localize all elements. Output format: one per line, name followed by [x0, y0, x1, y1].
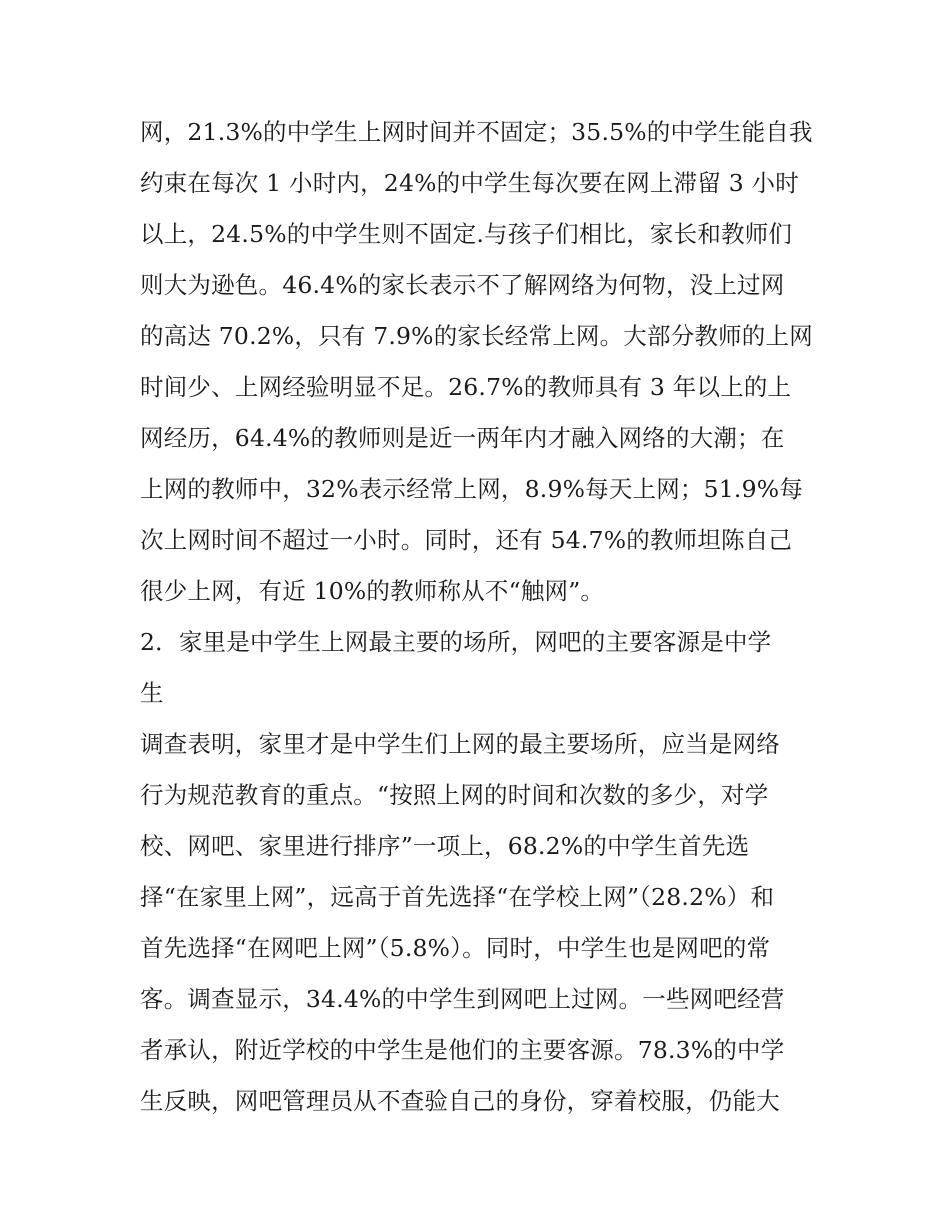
document-body — [140, 107, 820, 1127]
text-line: 行为规范教育的重点。“按照上网的时间和次数的多少，对学 — [140, 781, 769, 809]
text-line: 调查表明，家里才是中学生们上网的最主要场所，应当是网络 — [140, 730, 780, 758]
text-line: 客。调查显示，34.4%的中学生到网吧上过网。一些网吧经营 — [140, 985, 785, 1013]
text-line: 者承认，附近学校的中学生是他们的主要客源。78.3%的中学 — [140, 1036, 785, 1064]
text-line: 则大为逊色。46.4%的家长表示不了解网络为何物，没上过网 — [140, 271, 785, 299]
text-line: 生反映，网吧管理员从不查验自己的身份，穿着校服，仍能大 — [140, 1087, 780, 1115]
text-line: 校、网吧、家里进行排序”一项上，68.2%的中学生首先选 — [140, 832, 750, 860]
text-line: 以上，24.5%的中学生则不固定.与孩子们相比，家长和教师们 — [140, 220, 793, 248]
text-line: 网，21.3%的中学生上网时间并不固定；35.5%的中学生能自我 — [140, 118, 813, 146]
text-line: 时间少、上网经验明显不足。26.7%的教师具有 3 年以上的上 — [140, 373, 792, 401]
text-line: 网经历，64.4%的教师则是近一两年内才融入网络的大潮；在 — [140, 424, 785, 452]
text-line: 首先选择“在网吧上网”（5.8%）。同时，中学生也是网吧的常 — [140, 934, 771, 962]
section-heading-line: 2．家里是中学生上网最主要的场所，网吧的主要客源是中学 — [140, 628, 772, 656]
text-line: 上网的教师中，32%表示经常上网，8.9%每天上网；51.9%每 — [140, 475, 803, 503]
text-line: 次上网时间不超过一小时。同时，还有 54.7%的教师坦陈自己 — [140, 526, 793, 554]
section-heading-line: 生 — [140, 679, 164, 707]
text-line: 择“在家里上网”，远高于首先选择“在学校上网”（28.2%）和 — [140, 883, 775, 911]
text-line: 约束在每次 1 小时内，24%的中学生每次要在网上滞留 3 小时 — [140, 169, 799, 197]
text-line: 很少上网，有近 10%的教师称从不“触网”。 — [140, 577, 605, 605]
text-line: 的高达 70.2%，只有 7.9%的家长经常上网。大部分教师的上网 — [140, 322, 813, 350]
